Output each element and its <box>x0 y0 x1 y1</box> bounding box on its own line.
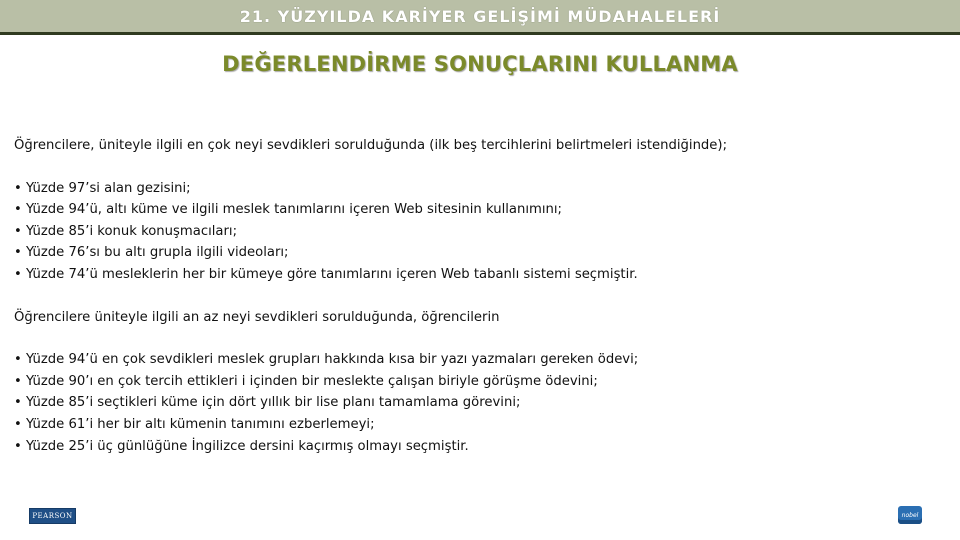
liked-list <box>14 178 944 286</box>
intro-paragraph-1: Öğrencilere, üniteyle ilgili en çok neyi sevdikleri sorulduğunda (ilk beş tercihlerini belirtmeleri istendiğinde); <box>14 138 728 153</box>
list-item: • Yüzde 25’i üç günlüğüne İngilizce dersini kaçırmış olmayı seçmiştir. <box>14 438 469 454</box>
pearson-logo <box>29 508 76 524</box>
list-item: • Yüzde 85’i seçtikleri küme için dört yıllık bir lise planı tamamlama görevini; <box>14 395 521 411</box>
list-item: • Yüzde 97’si alan gezisini; <box>14 180 191 196</box>
list-item: • Yüzde 61’i her bir altı kümenin tanımını ezberlemeyi; <box>14 416 375 432</box>
list-item: • Yüzde 94’ü en çok sevdikleri meslek grupları hakkında kısa bir yazı yazmaları gereken ödevi; <box>14 352 639 368</box>
slide-content <box>14 135 944 457</box>
disliked-list <box>14 349 944 457</box>
pearson-logo-text: PEARSON <box>32 512 73 520</box>
list-item: • Yüzde 76’sı bu altı grupla ilgili videoları; <box>14 245 289 261</box>
top-banner <box>0 0 960 35</box>
list-item: • Yüzde 85’i konuk konuşmacıları; <box>14 223 238 239</box>
banner-text: 21. YÜZYILDA KARİYER GELİŞİMİ MÜDAHALELERİ <box>239 6 721 26</box>
nobel-logo-text: nobel <box>901 511 919 519</box>
intro-paragraph-2: Öğrencilere üniteyle ilgili an az neyi sevdikleri sorulduğunda, öğrencilerin <box>14 309 500 325</box>
list-item: • Yüzde 94’ü, altı küme ve ilgili meslek tanımlarını içeren Web sitesinin kullanımını; <box>14 202 562 218</box>
list-item: • Yüzde 74’ü mesleklerin her bir kümeye göre tanımlarını içeren Web tabanlı sistemi seçmiştir. <box>14 266 638 282</box>
list-item: • Yüzde 90’ı en çok tercih ettikleri i içinden bir meslekte çalışan biriyle görüşme ödevini; <box>14 373 598 389</box>
nobel-logo <box>898 506 922 524</box>
slide-title: DEĞERLENDİRME SONUÇLARINI KULLANMA <box>222 52 738 76</box>
